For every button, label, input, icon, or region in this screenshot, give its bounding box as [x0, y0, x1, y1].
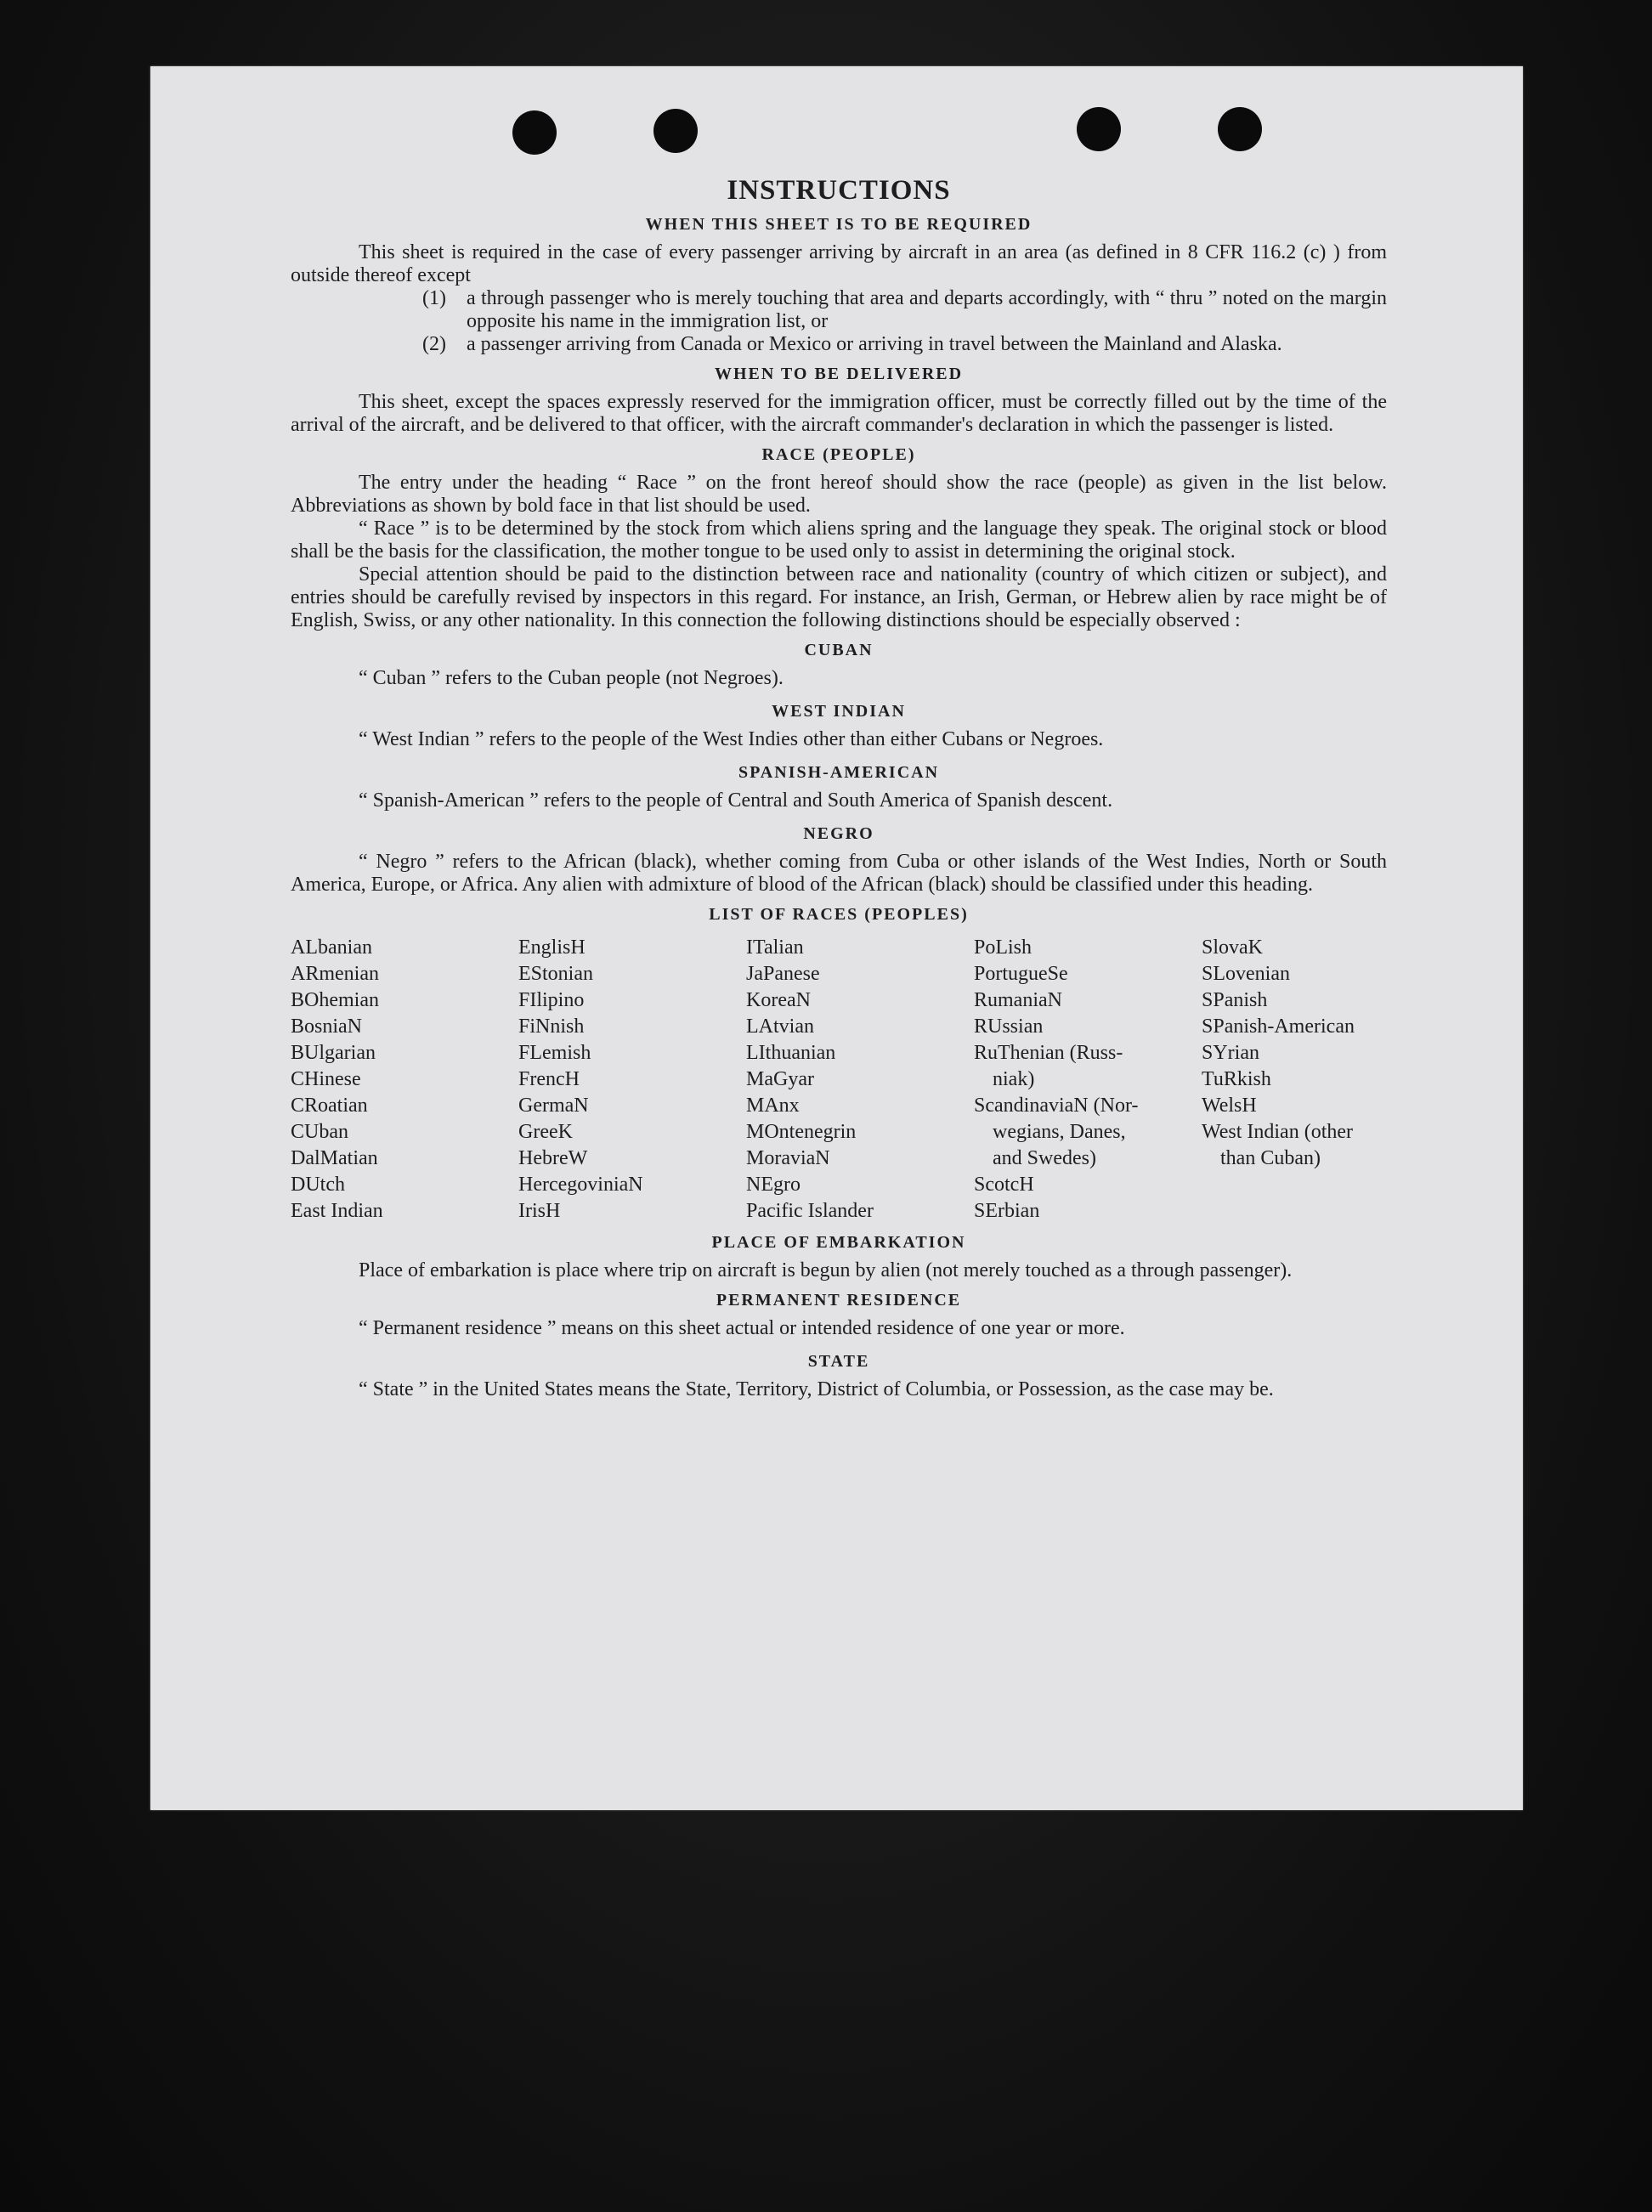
- section-heading-place-of-embarkation: PLACE OF EMBARKATION: [711, 1233, 966, 1252]
- race-entry-continuation: and Swedes): [993, 1147, 1096, 1169]
- race-entry: EStonian: [518, 963, 593, 985]
- race-entry: KoreaN: [746, 989, 811, 1011]
- race-entry: IrisH: [518, 1200, 561, 1222]
- race-entry: SLovenian: [1202, 963, 1290, 985]
- section-heading-race: RACE (PEOPLE): [761, 445, 916, 464]
- race-entry: RUssian: [974, 1015, 1044, 1038]
- race-paragraph: Special attention should be paid to the distinction between race and nationality (country of which citizen or subject), and entries should be carefully revised by inspectors in this regard. For instance, an Irish, German, or Hebrew alien by race might be of English, Swiss, or any other nationality. In this connection the following distinctions should be especially observed :: [291, 563, 1387, 631]
- section-heading-state: STATE: [807, 1352, 870, 1371]
- race-entry: BOhemian: [291, 989, 379, 1011]
- section-heading-when-delivered: WHEN TO BE DELIVERED: [714, 365, 964, 383]
- permanent-residence-definition: “ Permanent residence ” means on this sheet actual or intended residence of one year or more.: [359, 1317, 1125, 1339]
- races-column: [291, 935, 518, 1225]
- cuban-definition: “ Cuban ” refers to the Cuban people (not Negroes).: [359, 667, 784, 689]
- race-entry: MoraviaN: [746, 1147, 830, 1169]
- race-entry: PoLish: [974, 936, 1032, 959]
- when-required-intro: This sheet is required in the case of every passenger arriving by aircraft in an area (as defined in 8 CFR 116.2 (c) ) from outside thereof except: [291, 241, 1387, 286]
- race-entry: SPanish: [1202, 989, 1268, 1011]
- race-entry: MOntenegrin: [746, 1121, 857, 1143]
- race-entry-continuation: wegians, Danes,: [993, 1121, 1126, 1143]
- instruction-sheet: [150, 66, 1523, 1810]
- race-entry: HebreW: [518, 1147, 588, 1169]
- race-entry: West Indian (other: [1202, 1121, 1354, 1143]
- section-heading-permanent-residence: PERMANENT RESIDENCE: [716, 1291, 962, 1310]
- exception-text: a through passenger who is merely touching that area and departs accordingly, with “ thru ” noted on the margin opposite his name in the immigration list, or: [467, 287, 1387, 332]
- races-column: [1202, 935, 1387, 1225]
- race-entry: EnglisH: [518, 936, 586, 959]
- race-entry: GermaN: [518, 1095, 589, 1117]
- race-entry: East Indian: [291, 1200, 383, 1222]
- race-entry: SlovaK: [1202, 936, 1263, 959]
- race-entry: ARmenian: [291, 963, 379, 985]
- race-entry: HercegoviniaN: [518, 1174, 643, 1196]
- races-list: [291, 935, 1387, 1225]
- race-entry-continuation: niak): [993, 1068, 1035, 1090]
- section-heading-spanish-american: SPANISH-AMERICAN: [738, 763, 940, 782]
- race-entry: ITalian: [746, 936, 804, 959]
- races-column: [974, 935, 1202, 1225]
- embarkation-definition: Place of embarkation is place where trip on aircraft is begun by alien (not merely touched as a through passenger).: [359, 1259, 1293, 1281]
- race-entry: RuThenian (Russ-: [974, 1042, 1123, 1064]
- race-entry: JaPanese: [746, 963, 820, 985]
- race-entry: FLemish: [518, 1042, 591, 1064]
- race-entry: LAtvian: [746, 1015, 814, 1038]
- race-entry: ALbanian: [291, 936, 372, 959]
- section-heading-negro: NEGRO: [803, 824, 874, 843]
- document-body: [291, 175, 1387, 1401]
- race-entry: BosniaN: [291, 1015, 362, 1038]
- race-entry: NEgro: [746, 1174, 801, 1196]
- race-entry: MaGyar: [746, 1068, 814, 1090]
- races-column: [746, 935, 974, 1225]
- page-title: INSTRUCTIONS: [727, 175, 951, 206]
- race-entry: SPanish-American: [1202, 1015, 1355, 1038]
- race-entry: RumaniaN: [974, 989, 1062, 1011]
- race-entry: FrencH: [518, 1068, 580, 1090]
- race-entry: SYrian: [1202, 1042, 1259, 1064]
- race-entry-continuation: than Cuban): [1220, 1147, 1321, 1169]
- race-entry: BUlgarian: [291, 1042, 376, 1064]
- race-entry: ScandinaviaN (Nor-: [974, 1095, 1139, 1117]
- race-entry: CHinese: [291, 1068, 361, 1090]
- section-heading-when-required: WHEN THIS SHEET IS TO BE REQUIRED: [645, 215, 1032, 234]
- race-entry: MAnx: [746, 1095, 800, 1117]
- race-entry: DUtch: [291, 1174, 345, 1196]
- when-delivered-text: This sheet, except the spaces expressly reserved for the immigration officer, must be correctly filled out by the time of the arrival of the aircraft, and be delivered to that officer, with the aircraft commander's declaration in which the passenger is listed.: [291, 391, 1387, 436]
- exception-item: [422, 333, 1387, 356]
- punch-hole: [653, 109, 698, 153]
- punch-hole: [1218, 107, 1262, 151]
- race-paragraph: “ Race ” is to be determined by the stock from which aliens spring and the language they speak. The original stock or blood shall be the basis for the classification, the mother tongue to be used only to assist in determining the original stock.: [291, 518, 1387, 563]
- race-entry: CUban: [291, 1121, 348, 1143]
- section-heading-west-indian: WEST INDIAN: [772, 702, 906, 721]
- section-heading-cuban: CUBAN: [804, 641, 874, 659]
- state-definition: “ State ” in the United States means the State, Territory, District of Columbia, or Possession, as the case may be.: [359, 1378, 1274, 1400]
- exception-text: a passenger arriving from Canada or Mexico or arriving in travel between the Mainland and Alaska.: [467, 333, 1282, 355]
- race-entry: Pacific Islander: [746, 1200, 874, 1222]
- race-paragraph: The entry under the heading “ Race ” on the front hereof should show the race (people) as given in the list below. Abbreviations as shown by bold face in that list should be used.: [291, 472, 1387, 517]
- race-entry: GreeK: [518, 1121, 573, 1143]
- exception-item: [422, 287, 1387, 333]
- race-entry: LIthuanian: [746, 1042, 836, 1064]
- section-heading-list-of-races: LIST OF RACES (PEOPLES): [709, 905, 969, 924]
- race-entry: DalMatian: [291, 1147, 378, 1169]
- spanish-american-definition: “ Spanish-American ” refers to the people of Central and South America of Spanish descent.: [359, 789, 1113, 812]
- negro-definition: “ Negro ” refers to the African (black), whether coming from Cuba or other islands of the West Indies, North or South America, Europe, or Africa. Any alien with admixture of blood of the African (black) should be classified under this heading.: [291, 851, 1387, 896]
- exception-number: (2): [422, 333, 446, 355]
- exception-number: (1): [422, 287, 446, 309]
- race-entry: FiNnish: [518, 1015, 585, 1038]
- races-column: [518, 935, 746, 1225]
- punch-hole: [512, 110, 557, 155]
- race-entry: FIlipino: [518, 989, 585, 1011]
- west-indian-definition: “ West Indian ” refers to the people of the West Indies other than either Cubans or Negroes.: [359, 728, 1104, 750]
- race-entry: CRoatian: [291, 1095, 368, 1117]
- punch-hole: [1077, 107, 1121, 151]
- race-entry: ScotcH: [974, 1174, 1034, 1196]
- race-entry: SErbian: [974, 1200, 1040, 1222]
- race-entry: PortugueSe: [974, 963, 1068, 985]
- race-entry: TuRkish: [1202, 1068, 1271, 1090]
- race-entry: WelsH: [1202, 1095, 1257, 1117]
